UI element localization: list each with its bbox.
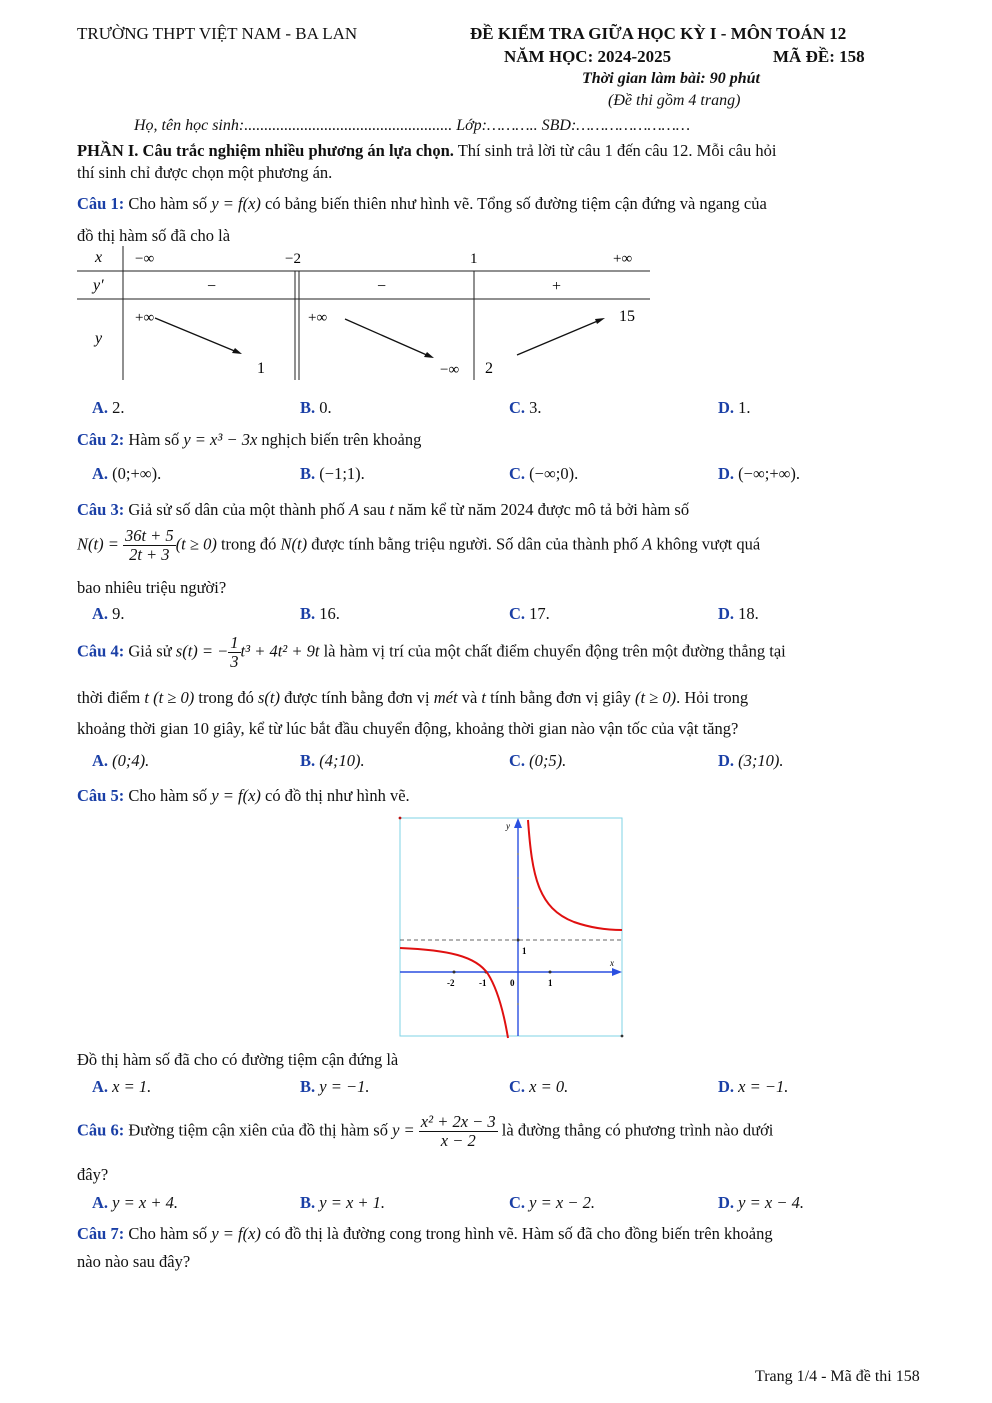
q3-text-line2 <box>77 527 760 564</box>
q6-text-b: là đường thẳng có phương trình nào dưới <box>497 1120 774 1140</box>
vt-arrow-3 <box>517 320 600 355</box>
variation-table <box>77 246 657 384</box>
option-letter: A. <box>92 1077 109 1096</box>
q2-option-c[interactable] <box>509 464 578 484</box>
vt-x-val-1: −∞ <box>135 251 155 267</box>
option-letter: B. <box>300 604 316 623</box>
q4-text-a: Giả sử <box>124 641 176 661</box>
q1-label: Câu 1: <box>77 194 125 213</box>
q7-text-a: Cho hàm số <box>124 1224 212 1243</box>
q4-text-d: trong đó <box>194 688 258 707</box>
option-letter: A. <box>92 1193 109 1212</box>
q1-text: Cho hàm số <box>124 194 212 213</box>
option-text: y = −1. <box>319 1077 370 1096</box>
option-letter: C. <box>509 1193 526 1212</box>
q3-text-c: năm kể từ năm 2024 được mô tả bởi hàm số <box>393 500 690 519</box>
vt-x-val-2: −2 <box>285 251 301 267</box>
q3-text-line3: bao nhiêu triệu người? <box>77 578 227 597</box>
q3-option-c[interactable] <box>509 604 550 624</box>
vt-y-val-5: 2 <box>485 360 493 377</box>
option-text: (0;+∞). <box>112 464 162 483</box>
q2-option-b[interactable] <box>300 464 365 484</box>
q7-label: Câu 7: <box>77 1224 125 1243</box>
tick-y-b <box>517 877 519 879</box>
vt-sign-3: + <box>552 278 562 295</box>
option-text: y = x + 1. <box>319 1193 386 1212</box>
q4-option-c[interactable] <box>509 751 566 771</box>
graph-tick-label-neg1: -1 <box>479 978 487 988</box>
q3-option-a[interactable] <box>92 604 125 624</box>
q1-text-line1 <box>77 194 767 214</box>
q5-option-b[interactable] <box>300 1077 369 1097</box>
q5-option-d[interactable] <box>718 1077 788 1097</box>
option-text: (4;10). <box>319 751 365 770</box>
q3-text-line1 <box>77 500 689 520</box>
vt-arrowhead-2 <box>424 352 434 358</box>
part1-title: PHẦN I. Câu trắc nghiệm nhiều phương án lựa chọn. <box>77 141 454 160</box>
option-text: (−∞;+∞). <box>738 464 801 483</box>
option-letter: C. <box>509 398 526 417</box>
q4-text-g: tính bằng đơn vị giây <box>486 688 635 707</box>
q4-text-line1 <box>77 634 786 671</box>
option-text: x = 0. <box>529 1077 569 1096</box>
option-text: 16. <box>319 604 340 623</box>
q4-t2: t <box>481 688 486 707</box>
graph-tick-label-neg2: -2 <box>447 978 455 988</box>
q5-math: y = f(x) <box>211 786 261 805</box>
q3-text-a: Giả sử số dân của một thành phố <box>124 500 349 519</box>
q3-city: A <box>349 500 360 519</box>
q7-math: y = f(x) <box>211 1224 261 1243</box>
option-letter: A. <box>92 464 109 483</box>
tick-y-d <box>517 1003 519 1005</box>
q4-unit-met: mét <box>433 688 458 707</box>
q1-option-c[interactable] <box>509 398 542 418</box>
option-text: 1. <box>738 398 751 417</box>
q4-text-line2 <box>77 688 748 708</box>
q6-option-a[interactable] <box>92 1193 178 1213</box>
part1-heading <box>77 141 776 161</box>
option-text: 17. <box>529 604 550 623</box>
q7-text-line1 <box>77 1224 773 1244</box>
q5-text-line2: Đồ thị hàm số đã cho có đường tiệm cận đứng là <box>77 1050 399 1069</box>
q3-Nt: N(t) <box>280 534 308 554</box>
q1-option-a[interactable] <box>92 398 125 418</box>
graph-tick-label-y1: 1 <box>522 946 527 956</box>
option-letter: D. <box>718 604 735 623</box>
vt-x-val-4: +∞ <box>613 251 633 267</box>
option-text: (0;4). <box>112 751 150 770</box>
q6-text-line2: đây? <box>77 1165 109 1184</box>
tick-y-a <box>517 853 519 855</box>
q4-text-b: là hàm vị trí của một chất điểm chuyển động trên một đường thẳng tại <box>319 641 786 661</box>
q2-option-d[interactable] <box>718 464 800 484</box>
q3-text-f: không vượt quá <box>652 534 761 554</box>
q6-label: Câu 6: <box>77 1120 125 1140</box>
option-text: 18. <box>738 604 759 623</box>
part1-desc: Thí sinh trả lời từ câu 1 đến câu 12. Mỗi câu hỏi <box>453 141 777 160</box>
option-text: 9. <box>112 604 125 623</box>
option-text: (−∞;0). <box>529 464 579 483</box>
q3-frac-num: 36t + 5 <box>124 526 174 545</box>
q4-frac-den: 3 <box>230 652 239 672</box>
option-letter: C. <box>509 751 526 770</box>
q4-option-b[interactable] <box>300 751 365 771</box>
q5-text-a: Cho hàm số <box>124 786 212 805</box>
option-letter: B. <box>300 751 316 770</box>
q4-frac-num: 1 <box>230 633 239 652</box>
q5-option-a[interactable] <box>92 1077 151 1097</box>
q3-frac-den: 2t + 3 <box>129 545 170 565</box>
vt-y-val-1: +∞ <box>135 310 155 326</box>
q2-text <box>77 430 421 450</box>
q2-option-a[interactable] <box>92 464 161 484</box>
q5-text-line1 <box>77 786 410 806</box>
tick-x-neg2 <box>453 971 456 974</box>
graph-origin: 0 <box>510 978 515 988</box>
q1-option-d[interactable] <box>718 398 751 418</box>
option-letter: B. <box>300 1077 316 1096</box>
graph-x-label: x <box>610 958 614 968</box>
option-letter: D. <box>718 398 735 417</box>
q2-text-b: nghịch biến trên khoảng <box>257 430 422 449</box>
q5-option-c[interactable] <box>509 1077 568 1097</box>
option-letter: A. <box>92 604 109 623</box>
option-letter: D. <box>718 464 735 483</box>
option-letter: A. <box>92 398 109 417</box>
option-letter: C. <box>509 1077 526 1096</box>
option-text: 2. <box>112 398 125 417</box>
exam-pages: (Đề thi gồm 4 trang) <box>608 92 741 109</box>
q1-option-b[interactable] <box>300 398 332 418</box>
option-letter: D. <box>718 1077 735 1096</box>
vt-y-val-4: −∞ <box>440 362 460 378</box>
q2-math: y = x³ − 3x <box>183 430 258 449</box>
vt-y-val-3: +∞ <box>308 310 328 326</box>
vt-yprime-label: y′ <box>93 277 104 294</box>
school-year: NĂM HỌC: 2024-2025 <box>504 47 672 66</box>
option-text: (3;10). <box>738 751 784 770</box>
q4-option-d[interactable] <box>718 751 784 771</box>
q4-text-line3: khoảng thời gian 10 giây, kể từ lúc bắt đầu chuyển động, khoảng thời gian nào vận tốc của vật tăng? <box>77 719 739 738</box>
q4-text-h: . Hỏi trong <box>676 688 749 707</box>
q4-text-c: thời điểm <box>77 688 145 707</box>
vt-arrow-2 <box>345 319 429 356</box>
q6-lhs: y = <box>392 1120 415 1140</box>
school-name: TRƯỜNG THPT VIỆT NAM - BA LAN <box>77 24 358 43</box>
q3-label: Câu 3: <box>77 500 125 519</box>
exam-time: Thời gian làm bài: 90 phút <box>582 70 760 87</box>
graph-corner-dot-2 <box>621 1035 624 1038</box>
q4-t-cond: t (t ≥ 0) <box>144 688 195 707</box>
option-text: 0. <box>319 398 332 417</box>
tick-x-1 <box>549 971 552 974</box>
q4-fraction <box>228 634 240 671</box>
q4-math-lhs: s(t) = − <box>175 641 229 661</box>
vt-arrowhead-3 <box>595 318 605 324</box>
part1-desc-line2: thí sinh chỉ được chọn một phương án. <box>77 163 333 182</box>
option-text: x = 1. <box>112 1077 152 1096</box>
q3-t: t <box>389 500 394 519</box>
graph-corner-dot <box>399 817 402 820</box>
exam-title: ĐỀ KIỂM TRA GIỮA HỌC KỲ I - MÔN TOÁN 12 <box>470 24 847 43</box>
q3-fn-cond: (t ≥ 0) <box>175 534 217 554</box>
q4-cond2: (t ≥ 0) <box>634 688 677 707</box>
q1-math: y = f(x) <box>211 194 261 213</box>
q1-text-line2: đồ thị hàm số đã cho là <box>77 226 231 245</box>
option-text: y = x + 4. <box>112 1193 178 1212</box>
q1-text-b: có bảng biến thiên như hình vẽ. Tổng số đường tiệm cận đứng và ngang của <box>260 194 767 213</box>
q5-label: Câu 5: <box>77 786 125 805</box>
option-letter: D. <box>718 751 735 770</box>
vt-x-label: x <box>95 249 103 266</box>
page-footer: Trang 1/4 - Mã đề thi 158 <box>755 1368 920 1385</box>
option-text: y = x − 2. <box>529 1193 595 1212</box>
q3-fraction <box>123 527 176 564</box>
q2-label: Câu 2: <box>77 430 125 449</box>
q6-frac-den: x − 2 <box>440 1131 476 1151</box>
q4-option-a[interactable] <box>92 751 149 771</box>
vt-y-val-6: 15 <box>619 308 635 325</box>
option-letter: B. <box>300 464 316 483</box>
q6-option-c[interactable] <box>509 1193 595 1213</box>
option-letter: B. <box>300 1193 316 1212</box>
student-info-line: Họ, tên học sinh:.................................................... Lớp:……….. SBD:…………………… <box>134 117 691 134</box>
tick-y-c <box>517 907 519 909</box>
option-letter: C. <box>509 464 526 483</box>
option-text: y = x − 4. <box>738 1193 804 1212</box>
vt-arrowhead-1 <box>232 348 242 354</box>
option-letter: A. <box>92 751 109 770</box>
q3-fn-lhs: N(t) = <box>77 534 119 554</box>
q3-text-e: được tính bằng triệu người. Số dân của thành phố <box>307 534 643 554</box>
q6-option-b[interactable] <box>300 1193 385 1213</box>
option-letter: B. <box>300 398 316 417</box>
q7-text-line2: nào nào sau đây? <box>77 1252 191 1271</box>
vt-arrow-1 <box>155 318 237 352</box>
option-text: 3. <box>529 398 542 417</box>
graph-y-label: y <box>506 821 510 831</box>
graph-tick-label-1: 1 <box>548 978 553 988</box>
q4-st: s(t) <box>257 688 280 707</box>
vt-sign-2: − <box>377 278 387 295</box>
option-letter: C. <box>509 604 526 623</box>
q4-label: Câu 4: <box>77 641 125 661</box>
q4-text-f: và <box>457 688 482 707</box>
q5-function-graph <box>398 816 626 1040</box>
vt-y-val-2: 1 <box>257 360 265 377</box>
tick-y-1 <box>517 939 520 942</box>
option-text: (−1;1). <box>319 464 365 483</box>
q4-text-e: được tính bằng đơn vị <box>279 688 434 707</box>
q6-text-a: Đường tiệm cận xiên của đồ thị hàm số <box>124 1120 393 1140</box>
q6-text-line1 <box>77 1113 773 1150</box>
q3-option-d[interactable] <box>718 604 759 624</box>
vt-y-label: y <box>95 330 103 347</box>
option-letter: D. <box>718 1193 735 1212</box>
exam-code: MÃ ĐỀ: 158 <box>773 47 865 66</box>
q7-text-b: có đồ thị là đường cong trong hình vẽ. Hàm số đã cho đồng biến trên khoảng <box>260 1224 773 1243</box>
q5-text-b: có đồ thị như hình vẽ. <box>260 786 410 805</box>
vt-sign-1: − <box>207 278 217 295</box>
option-text: x = −1. <box>738 1077 789 1096</box>
q3-text-d: trong đó <box>216 534 281 554</box>
q3-option-b[interactable] <box>300 604 340 624</box>
q4-math-rhs: t³ + 4t² + 9t <box>240 641 320 661</box>
vt-x-val-3: 1 <box>470 251 478 267</box>
option-text: (0;5). <box>529 751 567 770</box>
q6-fraction <box>419 1113 498 1150</box>
q6-frac-num: x² + 2x − 3 <box>420 1112 496 1131</box>
q3-text-b: sau <box>359 500 390 519</box>
q3-city-2: A <box>642 534 653 554</box>
q6-option-d[interactable] <box>718 1193 804 1213</box>
q2-text-a: Hàm số <box>124 430 184 449</box>
